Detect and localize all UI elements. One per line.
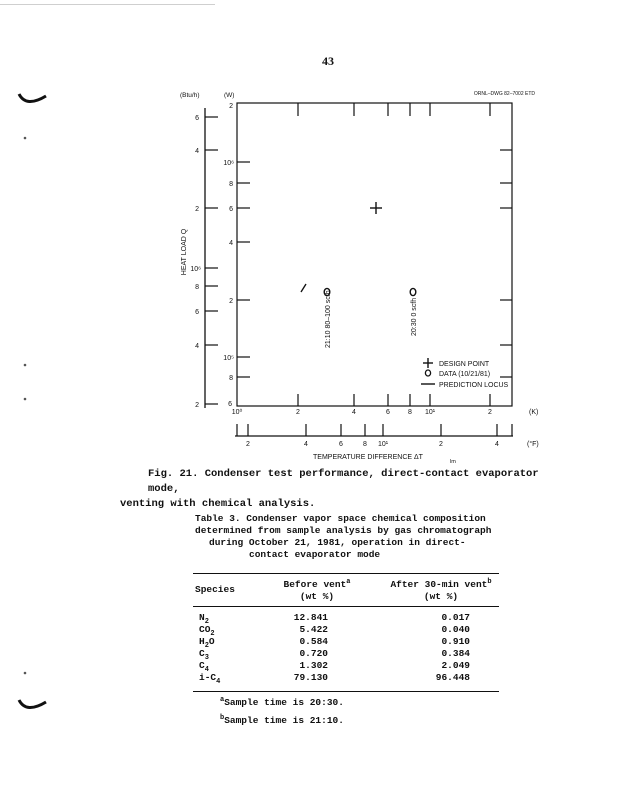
header-before	[262, 578, 372, 590]
species-sub: 3	[204, 653, 209, 662]
species-sub: 4	[204, 665, 209, 674]
f-tick-label: 4	[304, 441, 308, 448]
annotation-20-30: 20:30 0 scfh	[411, 297, 418, 336]
footnote-mark: a	[220, 696, 225, 704]
species-base: H	[199, 636, 205, 647]
caption-line-2: venting with chemical analysis.	[120, 498, 316, 510]
table-title-line: Table 3. Condenser vapor space chemical composition	[195, 513, 486, 524]
footnote-text: Sample time is 20:30.	[224, 697, 344, 709]
header-after	[380, 578, 502, 590]
w-tick-label: 8	[229, 375, 233, 382]
species-cell	[199, 672, 220, 686]
w-tick-label: 6	[229, 206, 233, 213]
legend-prediction-locus: PREDICTION LOCUS	[439, 382, 509, 389]
k-tick-label: 6	[386, 409, 390, 416]
k-tick-label: 2	[296, 409, 300, 416]
k-tick-label: 10⁰	[231, 409, 243, 416]
right-axis-ticks	[500, 150, 512, 377]
binder-mark-bottom	[16, 694, 52, 720]
w-tick-label: 10⁶	[223, 160, 234, 167]
legend	[421, 358, 509, 389]
table-bottom-rule	[193, 691, 499, 692]
k-tick-label: 8	[408, 409, 412, 416]
before-value: 12.841	[293, 612, 328, 623]
btu-tick-label: 10⁶	[190, 266, 201, 273]
f-tick-label: 10¹	[377, 441, 389, 448]
legend-design-icon	[423, 358, 433, 368]
footnote-a	[220, 696, 344, 708]
legend-data-icon	[425, 370, 430, 376]
f-tick-label: 2	[246, 441, 250, 448]
table-top-rule	[193, 573, 499, 574]
f-tick-label: 8	[363, 441, 367, 448]
units-btu: (Btu/h)	[180, 92, 200, 99]
k-tick-label: 2	[488, 409, 492, 416]
before-value: 0.584	[299, 636, 328, 647]
after-value: 2.049	[441, 660, 470, 671]
table-title-line: determined from sample analysis by gas chromatograph	[195, 525, 492, 536]
header-species: Species	[195, 584, 235, 595]
w-tick-label: 2	[229, 103, 233, 110]
x-axis-title: TEMPERATURE DIFFERENCE ΔT	[313, 454, 423, 461]
species-base: N	[199, 612, 205, 623]
top-axis-ticks	[298, 103, 490, 116]
legend-data: DATA (10/21/81)	[439, 371, 491, 378]
btu-tick-label: 8	[195, 284, 199, 291]
header-before-unit: (wt %)	[299, 591, 335, 602]
w-tick-label: 10⁵	[223, 355, 234, 362]
w-tick-label: 6	[228, 401, 232, 408]
before-value: 5.422	[299, 624, 328, 635]
header-after-label: After 30-min vent	[390, 579, 488, 591]
after-value: 0.910	[441, 636, 470, 647]
figure-caption	[120, 467, 570, 512]
species-base: i-C	[199, 672, 217, 683]
btu-tick-label: 4	[195, 343, 199, 350]
btu-tick-label: 4	[195, 148, 199, 155]
prediction-locus-segment	[301, 284, 306, 292]
legend-design-point: DESIGN POINT	[439, 361, 490, 368]
k-axis-ticks	[298, 394, 490, 406]
k-tick-label: 10¹	[424, 409, 436, 416]
after-value: 0.017	[441, 612, 470, 623]
footnote-text: Sample time is 21:10.	[224, 715, 344, 727]
w-tick-label: 8	[229, 181, 233, 188]
scan-speck	[22, 670, 28, 676]
page-number: 43	[322, 54, 334, 68]
drawing-id: ORNL–DWG 82–7002 ETD	[473, 91, 535, 97]
k-tick-label: 4	[352, 409, 356, 416]
table-title-line: contact evaporator mode	[249, 549, 381, 560]
f-axis-ticks	[237, 424, 512, 436]
header-before-label: Before vent	[283, 579, 347, 591]
table-title-line: during October 21, 1981, operation in direct-	[209, 537, 466, 548]
btu-tick-label: 6	[195, 309, 199, 316]
design-point-marker	[370, 202, 382, 214]
before-value: 79.130	[293, 672, 328, 683]
w-axis-ticks	[237, 162, 250, 377]
header-after-unit: (wt %)	[423, 591, 459, 602]
f-unit: (°F)	[527, 441, 539, 448]
species-sub: 2	[204, 617, 209, 626]
species-base: CO	[199, 624, 211, 635]
before-value: 0.720	[299, 648, 328, 659]
f-tick-label: 2	[439, 441, 443, 448]
w-tick-label: 4	[229, 240, 233, 247]
species-base: C	[199, 660, 205, 671]
header-before-mark: a	[346, 578, 351, 586]
btu-tick-label: 6	[195, 115, 199, 122]
x-axis-title-sub: lm	[450, 459, 456, 465]
species-sub: 2	[204, 641, 209, 650]
after-value: 96.448	[435, 672, 470, 683]
btu-tick-label: 2	[195, 402, 199, 409]
table-header-rule	[193, 606, 499, 607]
f-tick-label: 6	[339, 441, 343, 448]
species-tail: O	[208, 636, 215, 647]
header-after-mark: b	[487, 578, 492, 586]
footnote-mark: b	[220, 714, 225, 722]
units-w: (W)	[224, 92, 235, 99]
after-value: 0.040	[441, 624, 470, 635]
data-point-20-30	[410, 288, 416, 295]
btu-tick-label: 2	[195, 206, 199, 213]
f-tick-label: 4	[495, 441, 499, 448]
w-tick-label: 2	[229, 298, 233, 305]
species-sub: 2	[210, 629, 215, 638]
before-value: 1.302	[299, 660, 328, 671]
table-title	[195, 513, 491, 561]
k-unit: (K)	[529, 409, 539, 416]
btu-axis-ticks	[205, 117, 218, 404]
species-sub: 4	[216, 677, 221, 686]
annotation-21-10: 21:10 80–100 scfh	[325, 290, 332, 348]
after-value: 0.384	[441, 648, 470, 659]
species-base: C	[199, 648, 205, 659]
y-axis-title: HEAT LOAD Q	[181, 228, 188, 276]
footnote-b	[220, 714, 344, 726]
caption-line-1: Fig. 21. Condenser test performance, direct-contact evaporator mode,	[148, 468, 539, 495]
